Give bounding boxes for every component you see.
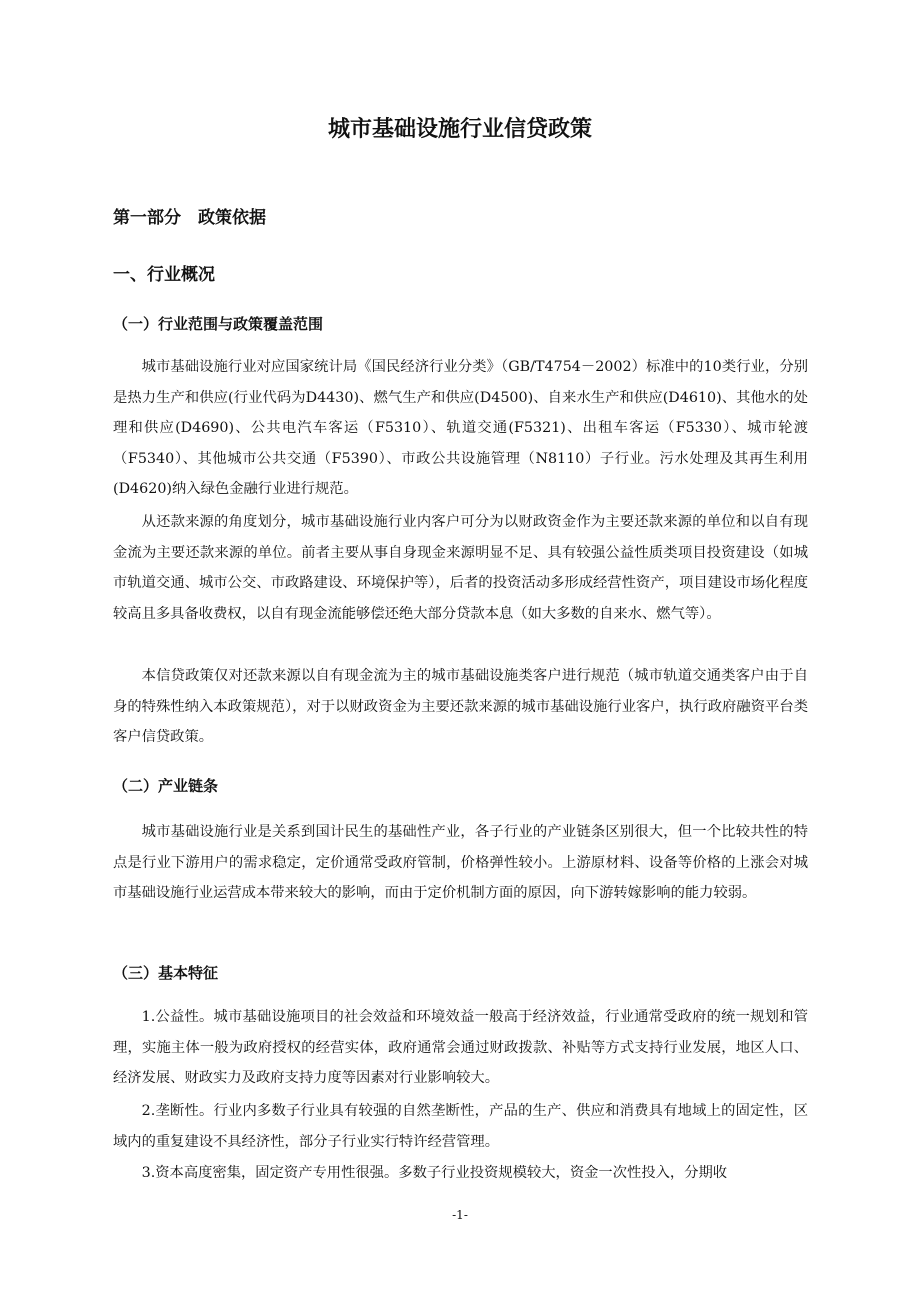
paragraph-features-1: 1.公益性。城市基础设施项目的社会效益和环境效益一般高于经济效益，行业通常受政府的统一规划和管理，实施主体一般为政府授权的经营实体，政府通常会通过财政拨款、补贴等方式支持行业发展，地区人口、经济发展、财政实力及政府支持力度等因素对行业影响较大。 [113, 1009, 808, 1086]
paragraph-scope-2: 从还款来源的角度划分，城市基础设施行业内客户可分为以财政资金作为主要还款来源的单位和以自有现金流为主要还款来源的单位。前者主要从事自身现金来源明显不足、具有较强公益性质类项目投资建设（如城市轨道交通、城市公交、市政路建设、环境保护等），后者的投资活动多形成经营性资产，项目建设市场化程度较高且多具备收费权，以自有现金流能够偿还绝大部分贷款本息（如大多数的自来水、燃气等）。 [113, 514, 808, 622]
paragraph-scope-1: 城市基础设施行业对应国家统计局《国民经济行业分类》（GB/T4754－2002）标准中的10类行业，分别是热力生产和供应(行业代码为D4430)、燃气生产和供应(D4500)、自来水生产和供应(D4610)、其他水的处理和供应(D4690)、公共电汽车客运（F5310）、轨道交通(F5321)、出租车客运（F5330）、城市轮渡（F5340）、其他城市公共交通（F5390）、市政公共设施管理（N8110）子行业。污水处理及其再生利用(D4620)纳入绿色金融行业进行规范。 [113, 359, 808, 497]
document-title: 城市基础设施行业信贷政策 [327, 117, 592, 142]
subsection-heading-scope: （一）行业范围与政策覆盖范围 [113, 315, 324, 333]
part-heading: 第一部分 政策依据 [113, 208, 266, 228]
section-heading: 一、行业概况 [113, 265, 215, 285]
subsection-heading-features: （三）基本特征 [113, 964, 219, 982]
paragraph-scope-3: 本信贷政策仅对还款来源以自有现金流为主的城市基础设施类客户进行规范（城市轨道交通类客户由于自身的特殊性纳入本政策规范），对于以财政资金为主要还款来源的城市基础设施行业客户，执行政府融资平台类客户信贷政策。 [113, 668, 808, 745]
paragraph-features-3: 3.资本高度密集，固定资产专用性很强。多数子行业投资规模较大，资金一次性投入，分期收 [141, 1165, 728, 1181]
page-number: -1- [452, 1208, 468, 1222]
paragraph-features-2: 2.垄断性。行业内多数子行业具有较强的自然垄断性，产品的生产、供应和消费具有地域上的固定性，区域内的重复建设不具经济性，部分子行业实行特许经营管理。 [113, 1103, 808, 1150]
subsection-heading-chain: （二）产业链条 [113, 777, 219, 795]
paragraph-chain-1: 城市基础设施行业是关系到国计民生的基础性产业，各子行业的产业链条区别很大，但一个比较共性的特点是行业下游用户的需求稳定，定价通常受政府管制，价格弹性较小。上游原材料、设备等价格的上涨会对城市基础设施行业运营成本带来较大的影响，而由于定价机制方面的原因，向下游转嫁影响的能力较弱。 [113, 824, 808, 901]
